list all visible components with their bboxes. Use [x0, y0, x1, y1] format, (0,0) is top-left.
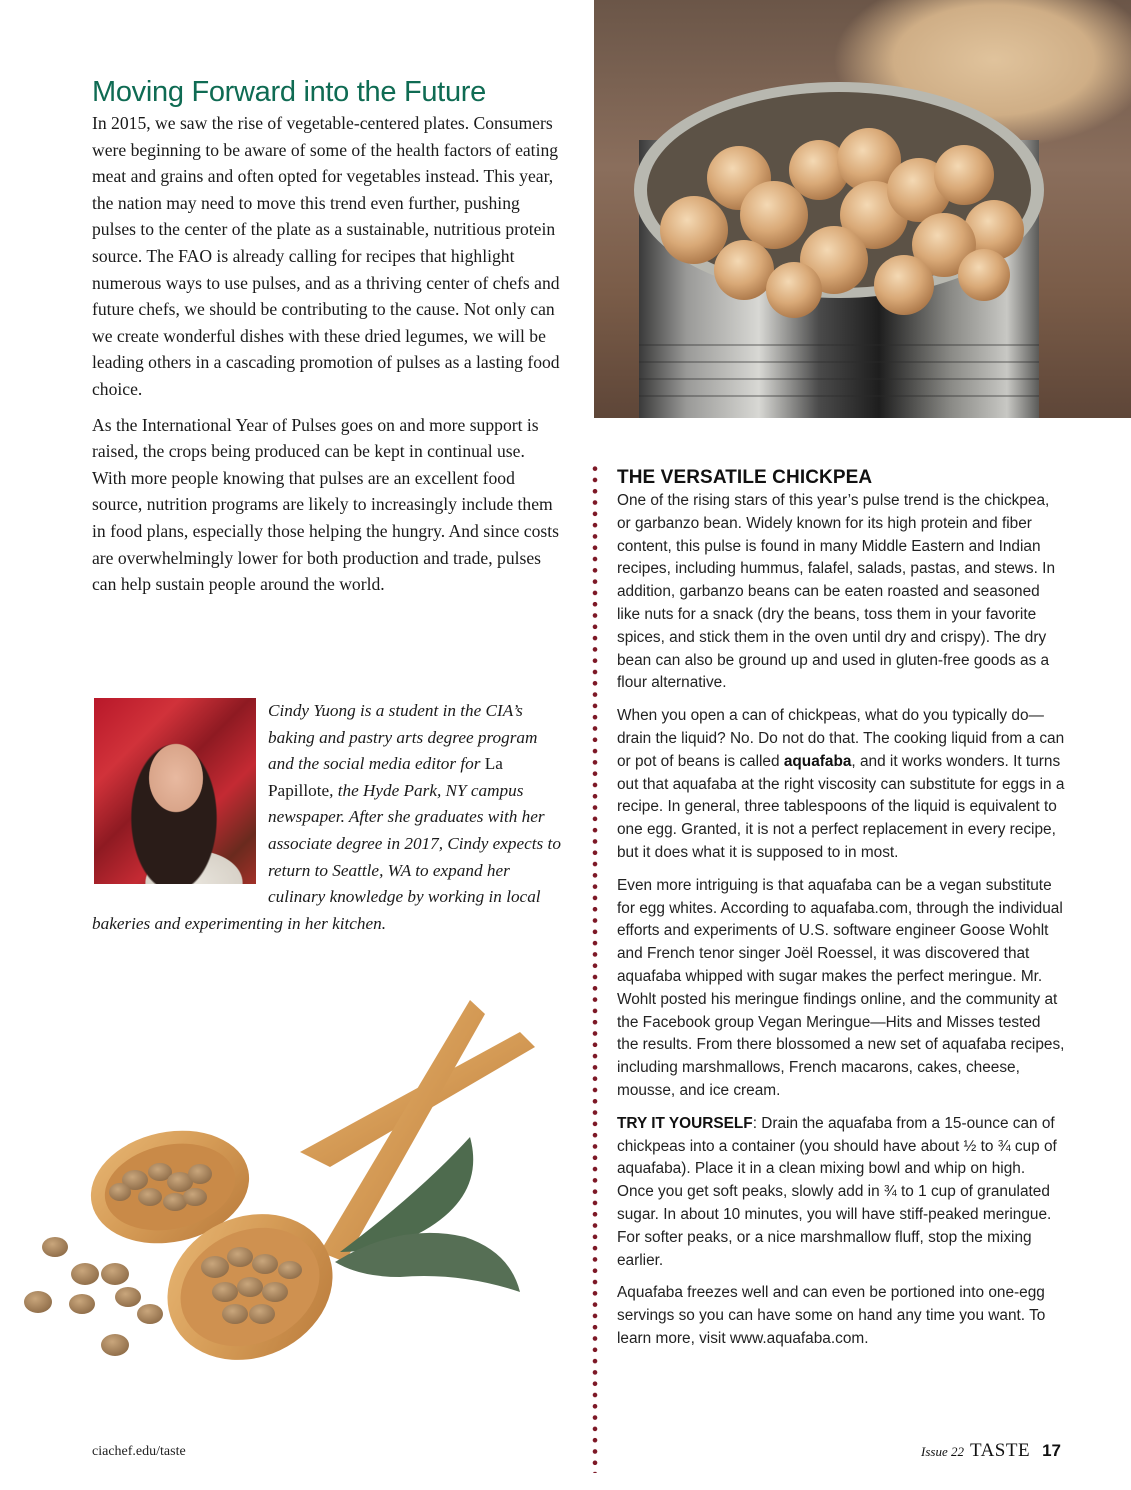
- sidebar-title: THE VERSATILE CHICKPEA: [617, 467, 873, 488]
- bio-text-rest: , the Hyde Park, NY campus newspaper. After she graduates with her associate degree in 2017, Cindy expects to return to Seattle, WA to expand her culinary knowledge by working in local bakeries and experimenting in her kitchen.: [92, 780, 561, 933]
- footer-folio: [921, 1440, 1061, 1462]
- issue-label: Issue 22: [921, 1444, 964, 1459]
- bio-text-intro: Cindy Yuong is a student in the CIA’s baking and pastry arts degree program and the social media editor for: [268, 701, 538, 774]
- chickpea-can-photo: [594, 0, 1131, 418]
- sidebar-column: [617, 466, 1065, 1351]
- publication-name: La Papillote: [268, 754, 503, 800]
- lentil-spoons-illustration: [0, 952, 580, 1418]
- author-bio: [92, 698, 562, 937]
- article-column: [92, 74, 562, 598]
- sidebar-paragraph: [617, 1113, 1065, 1273]
- chickpea-can-illustration: [594, 0, 1131, 418]
- article-paragraph: As the International Year of Pulses goes on and more support is raised, the crops being produced can be kept in continual use. With more people knowing that pulses are an excellent food source, nutrition programs are likely to increasingly include them in food plans, especially those helping the hungry. And since costs are overwhelmingly lower for both production and trade, pulses can help sustain people around the world.: [92, 414, 559, 595]
- author-photo: [94, 698, 256, 884]
- sidebar-paragraph: Even more intriguing is that aquafaba can be a vegan substitute for egg whites. According to aquafaba.com, through the individual efforts and experiments of U.S. software engineer Goose Wohlt and French tenor singer Joël Roessel, it was discovered that aquafaba whipped with sugar makes the perfect meringue. Mr. Wohlt posted his meringue findings online, and the community at the Facebook group Vegan Meringue—Hits and Misses tested the results. From there blossomed a new set of aquafaba recipes, including marshmallows, French macarons, cakes, cheese, mousse, and ice cream.: [617, 876, 1065, 1099]
- dotted-divider: [592, 463, 598, 1473]
- aquafaba-term: aquafaba: [783, 752, 852, 770]
- footer-url: ciachef.edu/taste: [92, 1444, 186, 1459]
- paragraph-text: , and it works wonders. It turns out that aquafaba at the right viscosity can substitute for eggs in a recipe. In general, three tablespoons of the liquid is equivalent to one egg. Granted, it is not a perfect replacement in every recipe, but it does what it is supposed to in most.: [617, 752, 1065, 861]
- sidebar-paragraph: Aquafaba freezes well and can even be portioned into one-egg servings so you can have some on hand any time you want. To learn more, visit www.aquafaba.com.: [617, 1284, 1046, 1347]
- try-it-yourself-label: TRY IT YOURSELF: [617, 1114, 753, 1132]
- sidebar-paragraph: One of the rising stars of this year’s pulse trend is the chickpea, or garbanzo bean. Widely known for its high protein and fiber content, this pulse is found in many Middle Eastern and Indian recipes, including hummus, falafel, salads, pastas, and stews. In addition, garbanzo beans can be eaten roasted and seasoned like nuts for a snack (dry the beans, toss them in your favorite spices, and stick them in the oven until dry and crispy). The dry bean can also be ground up and used in gluten-free goods as a flour alternative.: [617, 492, 1056, 692]
- sidebar-paragraph: [617, 705, 1065, 865]
- section-title: Moving Forward into the Future: [92, 76, 486, 108]
- magazine-name: TASTE: [969, 1440, 1031, 1461]
- lentil-spoons-photo: [0, 952, 580, 1418]
- page-number: 17: [1042, 1441, 1061, 1460]
- article-paragraph: In 2015, we saw the rise of vegetable-centered plates. Consumers were beginning to be aware of some of the health factors of eating meat and grains and often opted for vegetables instead. This year, the nation may need to move this trend even further, pushing pulses to the center of the plate as a sustainable, nutritious protein source. The FAO is already calling for recipes that highlight numerous ways to use pulses, and as a thriving center of chefs and future chefs, we should be contributing to the cause. Not only can we create wonderful dishes with these dried legumes, we will be leading others in a cascading promotion of pulses as a lasting food choice.: [92, 113, 560, 399]
- paragraph-text: When you open a can of chickpeas, what do you typically do—drain the liquid? No. Do not do that. The cooking liquid from a can or pot of beans is called: [617, 707, 1065, 770]
- paragraph-text: : Drain the aquafaba from a 15-ounce can of chickpeas into a container (you should have about ½ to ¾ cup of aquafaba). Place it in a clean mixing bowl and whip on high. Once you get soft peaks, slowly add in ¾ to 1 cup of granulated sugar. In about 10 minutes, you will have stiff-peaked meringue. For softer peaks, or a nice marshmallow fluff, stop the mixing earlier.: [617, 1114, 1057, 1269]
